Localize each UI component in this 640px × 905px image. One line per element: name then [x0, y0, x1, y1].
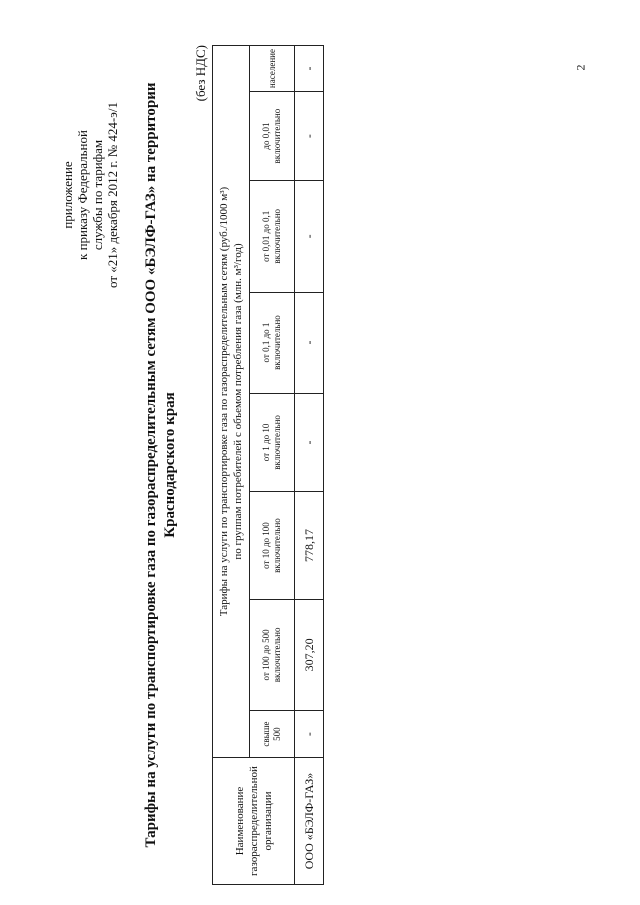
appendix-line: службы по тарифам — [90, 139, 105, 251]
column-header: от 100 до 500 включительно — [250, 599, 295, 710]
appendix-block — [60, 65, 120, 325]
vat-note: (без НДС) — [193, 45, 208, 102]
column-header: население — [250, 46, 295, 92]
value-cell: - — [295, 711, 324, 758]
value-cell: - — [295, 292, 324, 393]
appendix-line: к приказу Федеральной — [75, 130, 90, 260]
title-line: Краснодарского края — [162, 392, 178, 538]
value-cell: - — [295, 181, 324, 292]
column-header: до 0,01 включительно — [250, 92, 295, 181]
column-header: свыше 500 — [250, 711, 295, 758]
page-number: 2 — [573, 64, 588, 71]
value-cell: 778,17 — [295, 492, 324, 599]
org-header: Наименование газораспределительной организации — [213, 758, 295, 885]
column-header: от 10 до 100 включительно — [250, 492, 295, 599]
value-cell: - — [295, 46, 324, 92]
value-cell: - — [295, 92, 324, 181]
column-header: от 0,1 до 1 включительно — [250, 292, 295, 393]
value-cell: 307,20 — [295, 599, 324, 710]
tariff-table — [212, 45, 324, 885]
org-name-cell: ООО «БЭЛФ-ГАЗ» — [295, 758, 324, 885]
column-header: от 1 до 10 включительно — [250, 393, 295, 492]
title-line: Тарифы на услуги по транспортировке газа по газораспределительным сетям ООО «БЭЛФ-ГАЗ» на территории — [143, 82, 159, 848]
appendix-line: от «21» декабря 2012 г. № 424-э/1 — [105, 102, 120, 288]
tariff-header-line: Тарифы на услуги по транспортировке газа по газораспределительным сетям (руб./1000 м³) — [218, 186, 230, 617]
table-row — [295, 46, 324, 885]
column-header: от 0,01 до 0,1 включительно — [250, 181, 295, 292]
document-title — [142, 65, 180, 865]
tariff-header — [213, 46, 250, 758]
rotated-document — [60, 45, 620, 885]
value-cell: - — [295, 393, 324, 492]
appendix-line: приложение — [60, 161, 75, 229]
tariff-header-line: по группам потребителей с объемом потребления газа (млн. м³/год) — [232, 243, 244, 560]
